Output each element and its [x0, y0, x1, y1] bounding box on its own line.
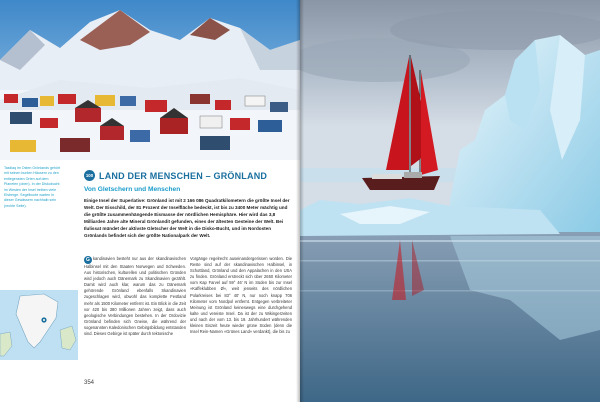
drop-cap: G — [84, 256, 92, 264]
section-subtitle: Von Gletschern und Menschen — [84, 186, 181, 193]
village-photo — [0, 0, 300, 160]
greenland-locator-map — [0, 290, 78, 360]
book-gutter — [296, 0, 304, 402]
right-page — [300, 0, 600, 402]
section-title: LAND DER MENSCHEN – GRÖNLAND — [99, 171, 268, 181]
body-column-1-text: kandinavien besteht nur aus der skandinavischen Halbinsel mit den Staaten Norwegen und Schweden. Aus historischen, kulturellen und politischen Gründen wird jedoch auch Dänemark zu Skandinavien gezählt. Damit wird auch klar, warum das zu Dänemark gehörende Grönland ebenfalls Skandinavien zugeschlagen wird, obwohl das komplette Festland mehr als 1500 Kilometer entfernt ist. Ein Blick in die Zeit vor 420 bis 380 Millionen Jahren zeigt, dass auch geologische Verbindungen bestehen. In der Ordovizie Grönland befinden sich Gneise, die während der sogenannten Kaledonischen Gebirgsbildung entstanden sind. Dieses Gebirge ist später durch tektonische — [84, 256, 186, 337]
body-column-2: Vorgänge regelrecht auseinandergerissen worden. Die Reste sind auf der skandinavischen Halbinsel, in Schottland, Grönland und den Appalachen in den USA zu finden. Grönland erstreckt sich über 2650 Kilometer vom Kap Farvel auf 59° 46' N im Süden bis zur Insel »Kaffeklubben Ø«, weit jenseits des nördlichen Polarkreises bei 83° 40' N, nur noch knapp 706 Kilometer vom Nordpol entfernt. Entgegen verbreiteter Meinung ist Grönland keineswegs eine durchgehend kalte und vereiste Insel. Da ist der zu Wikingerzeiten und nach der vom 13. bis 19. Jahrhundert währenden kleinen Eiszeit heute wieder grüne Süden (denn die Insel Rein-Namen »Grünes Land« verdankt), die bis zu — [190, 256, 292, 335]
iceberg-sailboat-photo — [300, 0, 600, 402]
page-number: 354 — [84, 380, 95, 386]
photo-caption: Tasiilaq im Osten Grönlands gehört mit seinen bunten Häusern zu den entlegensten Orten auf dem Planeten (oben). In der Diskobucht im Westen der Insel treiben viele Eisberge. Segelboote warten in dieser Gewässern nachhalb sein (rechte Seite). — [4, 166, 61, 208]
section-number-badge: 100 — [84, 170, 95, 181]
body-column-1 — [84, 256, 186, 337]
intro-paragraph: Einige Insel der Superlative: Grönland ist mit 2 166 086 Quadratkilometern die größte Insel der Welt. Der Eisschild, der 81 Prozent der Inselfläche bedeckt, ist bis zu 3400 Meter mächtig und die größte zusammenhängende Eismasse der nördlichen Hemisphäre. Hier wird das 3,8 Milliarden Jahre alte Mineral Grönlandit gefunden, eines der ältesten Gesteine der Welt. Bei Ilulissat mündet der aktivste Gletscher der Welt in die Disko-Bucht, und im Nordosten Grönlands befindet sich der größte Nationalpark der Welt. — [84, 198, 290, 238]
